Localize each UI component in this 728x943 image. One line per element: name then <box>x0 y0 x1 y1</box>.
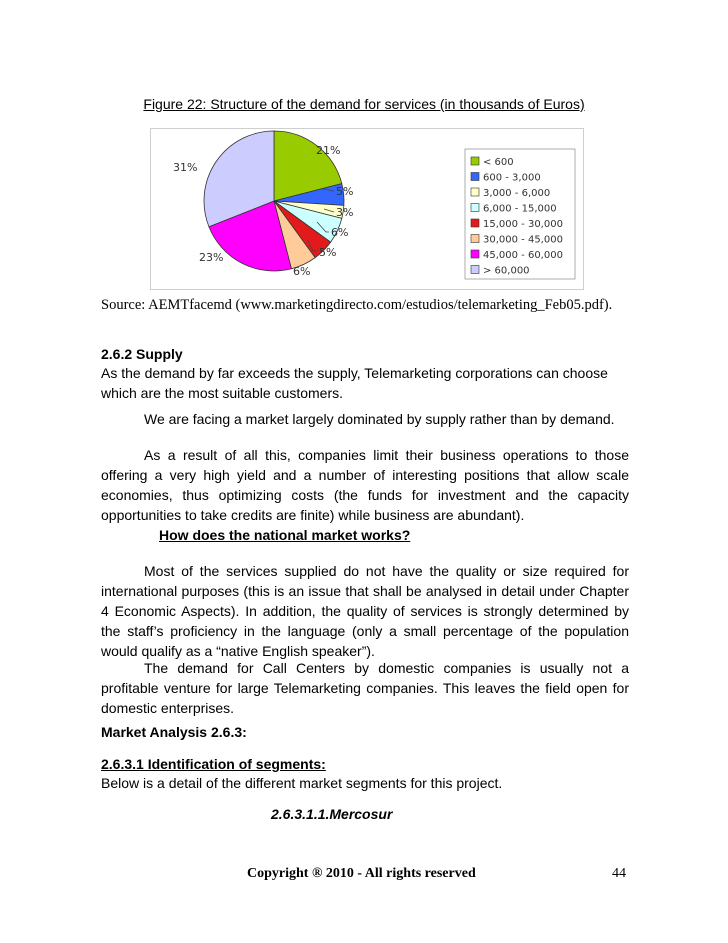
pie-slice-label: 23% <box>199 251 224 264</box>
legend-swatch <box>471 266 479 274</box>
pie-slice-label: 5% <box>336 185 354 198</box>
segments-heading: 2.6.3.1 Identification of segments: <box>101 756 326 772</box>
legend-label: 600 - 3,000 <box>483 172 541 184</box>
pie-slice-label: 21% <box>316 144 341 157</box>
supply-paragraph-4: Most of the services supplied do not have the quality or size required for international purposes (this is an issue that shall be analysed in detail under Chapter 4 Economic Aspects). In addition, the quality of services is strongly determined by the staff’s proficiency in the language (only a small percentage of the population would qualify as a “native English speaker”). <box>101 563 629 659</box>
figure-caption: Figure 22: Structure of the demand for services (in thousands of Euros) <box>143 96 585 112</box>
pie-chart-frame <box>150 128 584 290</box>
supply-paragraph-3: As a result of all this, companies limit their business operations to those offering a very high yield and a number of interesting positions that allow scale economies, thus optimizing costs (the funds for investment and the capacity opportunities to take credits are finite) while business are abundant). <box>101 447 629 523</box>
legend-swatch <box>471 157 479 165</box>
pie-slice-label: 5% <box>319 246 337 259</box>
legend-swatch <box>471 219 479 227</box>
source-note: Source: AEMTfacemd (www.marketingdirecto.com/estudios/telemarketing_Feb05.pdf). <box>101 297 613 313</box>
mercosur-heading: 2.6.3.1.1.Mercosur <box>271 806 393 822</box>
legend-swatch <box>471 188 479 196</box>
pie-slice-label: 6% <box>331 226 349 239</box>
market-analysis-heading: Market Analysis 2.6.3: <box>101 724 247 740</box>
legend-label: 3,000 - 6,000 <box>483 188 551 199</box>
legend-swatch <box>471 173 479 181</box>
supply-paragraph-2: We are facing a market largely dominated by supply rather than by demand. <box>144 411 615 427</box>
legend-label: > 60,000 <box>483 265 530 277</box>
legend-label: 15,000 - 30,000 <box>483 219 563 230</box>
pie-chart <box>151 129 583 289</box>
segments-paragraph: Below is a detail of the different market segments for this project. <box>101 775 503 791</box>
legend-swatch <box>471 250 479 258</box>
pie-slice-label: 6% <box>293 265 311 278</box>
legend-swatch <box>471 204 479 212</box>
supply-paragraph-1: As the demand by far exceeds the supply, Telemarketing corporations can choose which are the most suitable customers. <box>101 365 608 401</box>
legend-label: 6,000 - 15,000 <box>483 203 557 215</box>
legend-label: < 600 <box>483 157 514 168</box>
supply-paragraph-5: The demand for Call Centers by domestic companies is usually not a profitable venture for large Telemarketing companies. This leaves the field open for domestic enterprises. <box>101 660 629 716</box>
pie-slice-label: 3% <box>336 206 354 219</box>
footer-copyright: Copyright ® 2010 - All rights reserved <box>247 866 476 881</box>
section-heading-supply: 2.6.2 Supply <box>101 346 183 362</box>
page-number: 44 <box>612 866 626 881</box>
legend-label: 30,000 - 45,000 <box>483 234 563 246</box>
pie-slice-label: 31% <box>173 161 198 174</box>
legend-label: 45,000 - 60,000 <box>483 250 563 261</box>
legend-swatch <box>471 235 479 243</box>
subheading-national-market: How does the national market works? <box>159 527 411 543</box>
